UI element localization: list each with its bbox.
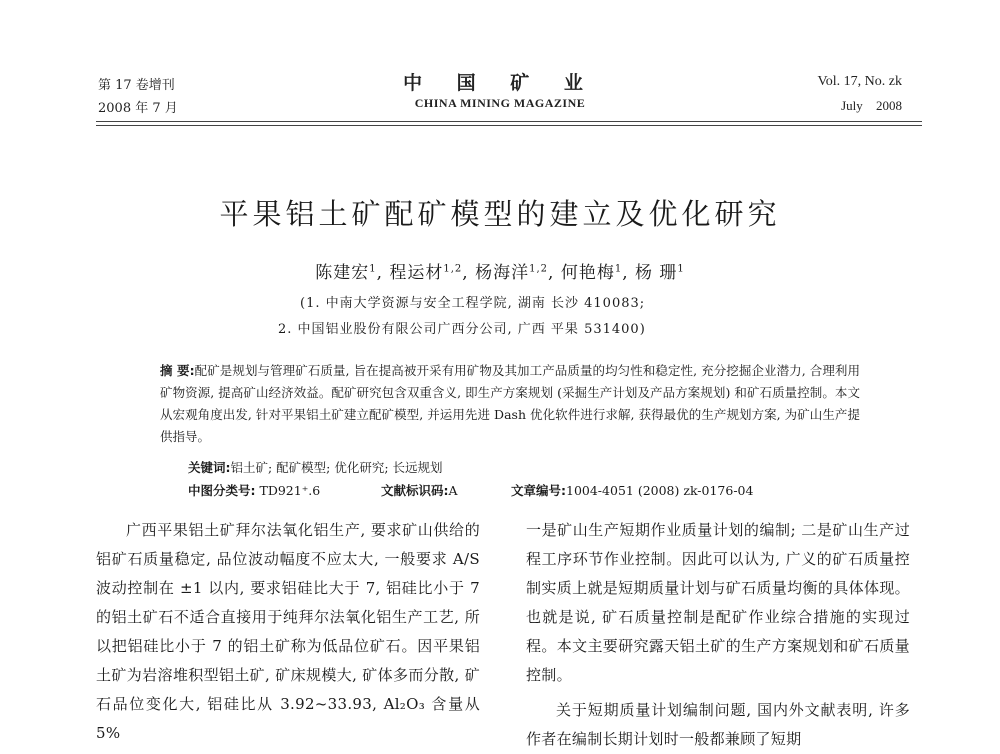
author-affiliation-mark: 1,2	[529, 263, 549, 275]
article-number	[511, 481, 753, 499]
clc-value: TD921⁺.6	[259, 483, 321, 498]
author-affiliation-mark: 1	[677, 263, 685, 275]
author-affiliation-mark: 1,2	[443, 263, 463, 275]
author-affiliation-mark: 1	[369, 263, 377, 275]
affiliation-2: 2. 中国铝业股份有限公司广西分公司, 广西 平果 531400)	[278, 322, 646, 337]
clc-number	[188, 481, 320, 499]
keywords-line	[188, 458, 443, 476]
header-volume-en: Vol. 17, No. zk	[817, 74, 902, 89]
doc-code-label: 文献标识码:	[381, 483, 449, 498]
keywords-text: 铝土矿; 配矿模型; 优化研究; 长远规划	[230, 460, 443, 475]
author-affiliation-mark: 1	[614, 263, 623, 275]
author-name: 陈建宏	[315, 263, 370, 283]
keywords-label: 关键词:	[188, 460, 231, 475]
journal-title-cn: 中 国 矿 业	[403, 72, 597, 94]
body-paragraph: 关于短期质量计划编制问题, 国内外文献表明, 许多作者在编制长期计划时一般都兼顾了短期	[526, 701, 910, 748]
article-no-label: 文章编号:	[511, 483, 566, 498]
document-code	[381, 481, 458, 499]
journal-title-en: CHINA MINING MAGAZINE	[414, 96, 586, 110]
header-date-en: July 2008	[841, 98, 902, 113]
author-name: 程运材	[389, 263, 444, 283]
body-column-right	[526, 516, 910, 754]
header-volume-cn: 第 17 卷增刊	[98, 78, 175, 93]
author-name: 杨 珊	[635, 263, 678, 283]
author-name: 何艳梅	[560, 263, 615, 283]
abstract	[160, 360, 860, 448]
article-no-value: 1004-4051 (2008) zk-0176-04	[566, 483, 754, 498]
header-rule-thin	[96, 121, 922, 122]
body-paragraph: 一是矿山生产短期作业质量计划的编制; 二是矿山生产过程工序环节作业控制。因此可以认为, 广义的矿石质量控制实质上就是短期质量计划与矿石质量均衡的具体体现。也就是说, 矿石质量控制是配矿作业综合措施的实现过程。本文主要研究露天铝土矿的生产方案规划和矿石质量控制。	[526, 521, 910, 684]
abstract-text: 配矿是规划与管理矿石质量, 旨在提高被开采有用矿物及其加工产品质量的均匀性和稳定性, 充分挖掘企业潜力, 合理利用矿物资源, 提高矿山经济效益。配矿研究包含双重含义, 即生产方案规划 (采掘生产计划及产品方案规划) 和矿石质量控制。本文从宏观角度出发, 针对平果铝土矿建立配矿模型, 并运用先进 Dash 优化软件进行求解, 获得最优的生产规划方案, 为矿山生产提供指导。	[160, 363, 860, 444]
body-column-left	[96, 516, 480, 748]
affiliation-1: (1. 中南大学资源与安全工程学院, 湖南 长沙 410083;	[300, 296, 646, 311]
body-paragraph: 广西平果铝土矿拜尔法氧化铝生产, 要求矿山供给的铝矿石质量稳定, 品位波动幅度不应太大, 一般要求 A/S 波动控制在 ±1 以内, 要求铝硅比大于 7, 铝硅比小于 7 的铝土矿石不适合直接用于纯拜尔法氧化铝生产工艺, 所以把铝硅比小于 7 的铝土矿称为低品位矿石。因平果铝土矿为岩溶堆积型铝土矿, 矿床规模大, 矿体多而分散, 矿石品位变化大, 铝硅比从 3.92~33.93, Al₂O₃ 含量从 5%	[96, 521, 480, 742]
header-date-cn: 2008 年 7 月	[98, 101, 178, 116]
header-rule-thick	[96, 125, 922, 126]
author-list: 陈建宏$^1$, 程运材$^{1,2}$, 杨海洋$^{1,2}$, 何艳梅$^1$, 杨 珊$^1$	[315, 263, 685, 283]
article-title: 平果铝土矿配矿模型的建立及优化研究	[219, 197, 781, 231]
abstract-label: 摘 要:	[160, 363, 195, 378]
author-name: 杨海洋	[475, 263, 530, 283]
doc-code-value: A	[448, 483, 458, 498]
clc-label: 中图分类号:	[188, 483, 256, 498]
